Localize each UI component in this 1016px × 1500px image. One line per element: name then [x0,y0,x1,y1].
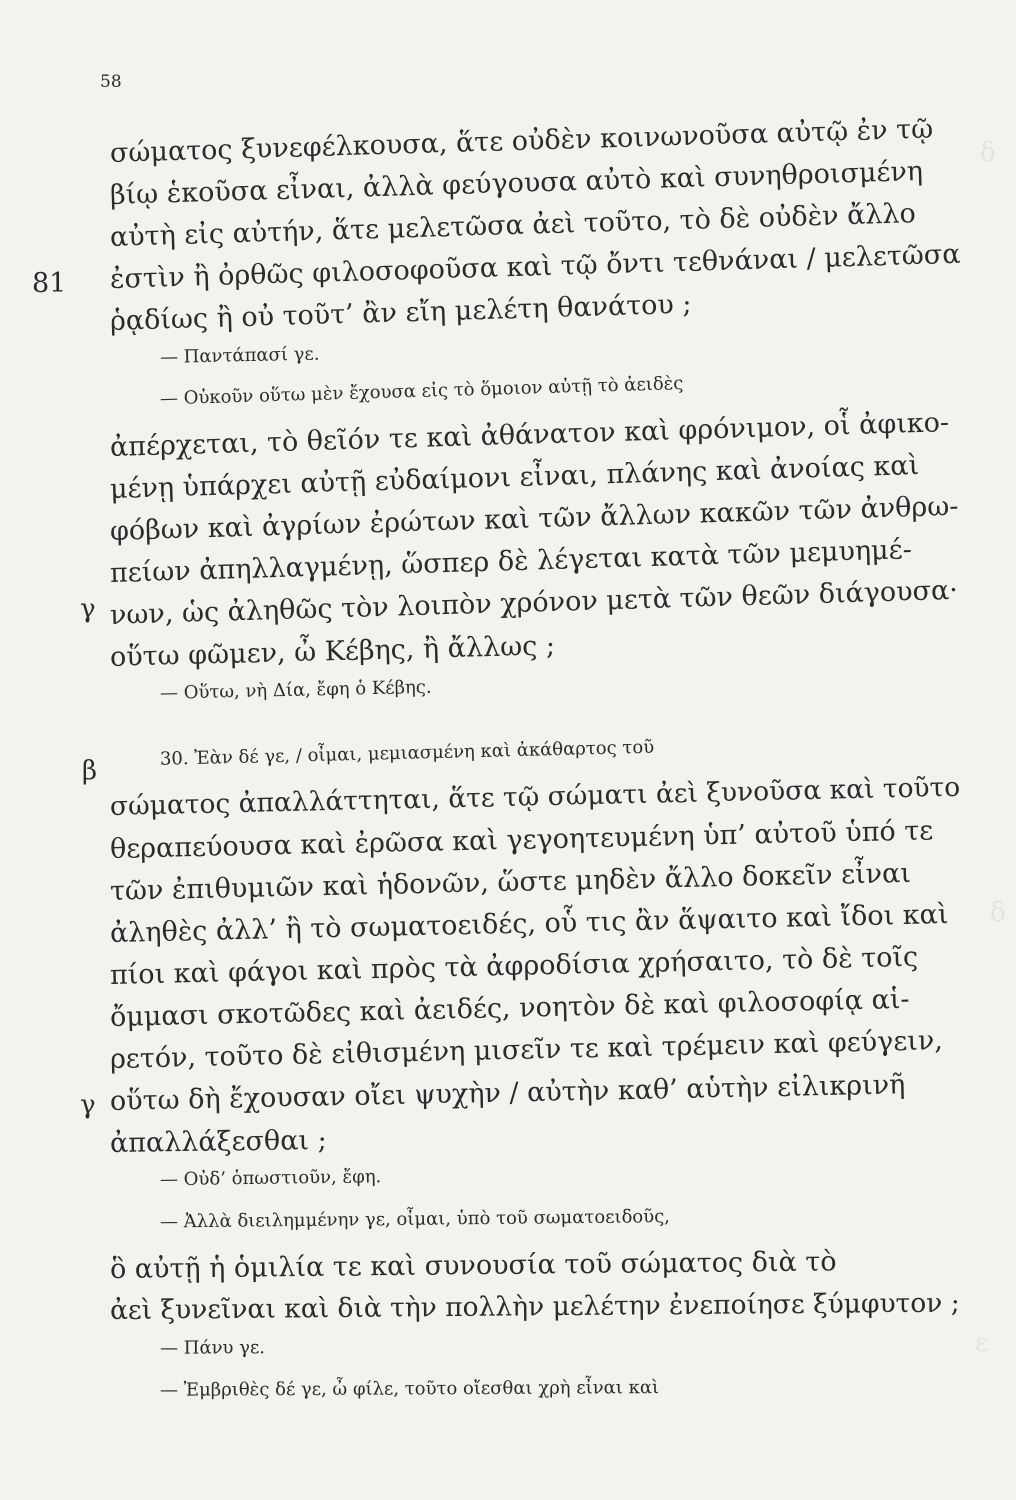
text-line: ἀπέρχεται, τὸ θεῖόν τε καὶ ἀθάνατον καὶ φρόνιμον, οἷ ἀφικο- [109,407,950,463]
text-line: — Οὕτω, νὴ Δία, ἔφη ὁ Κέβης. [159,676,432,704]
text-line: θεραπεύουσα καὶ ἐρῶσα καὶ γεγοητευμένη ὑπ’ αὐτοῦ ὑπό τε [109,815,934,865]
text-line: ἐστὶν ἢ ὀρθῶς φιλοσοφοῦσα καὶ τῷ ὄντι τεθνάναι / μελετῶσα [109,238,961,295]
text-line: ὃ αὐτῇ ἡ ὁμιλία τε καὶ συνουσία τοῦ σώματος διὰ τὸ [109,1246,837,1285]
text-line: 30. Ἐὰν δέ γε, / οἶμαι, μεμιασμένη καὶ ἀκάθαρτος τοῦ [159,736,655,770]
text-line: ἀεὶ ξυνεῖναι καὶ διὰ τὴν πολλὴν μελέτην ἐνεποίησε ξύμφυτον ; [109,1287,960,1326]
text-line: νων, ὡς ἀληθῶς τὸν λοιπὸν χρόνον μετὰ τῶν θεῶν διάγουσα· [109,574,959,631]
text-line: ἀληθὲς ἀλλ’ ἢ τὸ σωματοειδές, οὗ τις ἂν ἅψαιτο καὶ ἴδοι καὶ [109,898,949,949]
text-line: οὕτω δὴ ἔχουσαν οἴει ψυχὴν / αὐτὴν καθ’ αὑτὴν εἰλικρινῆ [109,1069,906,1117]
text-line: — Ἐμβριθὲς δέ γε, ὦ φίλε, τοῦτο οἴεσθαι χρὴ εἶναι καὶ [159,1377,660,1401]
text-line: σώματος ἀπαλλάττηται, ἅτε τῷ σώματι ἀεὶ ξυνοῦσα καὶ τοῦτο [109,771,961,822]
text-line: πείων ἀπηλλαγμένῃ, ὥσπερ δὲ λέγεται κατὰ τῶν μεμυημέ- [109,534,913,589]
text-line: ὄμμασι σκοτῶδες καὶ ἀειδές, νοητὸν δὲ καὶ φιλοσοφίᾳ αἱ- [109,983,910,1033]
bleed-through-text: δ [990,898,1006,928]
text-line: φόβων καὶ ἀγρίων ἐρώτων καὶ τῶν ἄλλων κακῶν τῶν ἀνθρω- [109,490,959,547]
page-number: 58 [100,72,122,92]
text-line: τῶν ἐπιθυμιῶν καὶ ἡδονῶν, ὥστε μηδὲν ἄλλο δοκεῖν εἶναι [109,857,912,907]
bleed-through-text: δ [980,138,996,168]
text-line: οὕτω φῶμεν, ὦ Κέβης, ἢ ἄλλως ; [109,630,556,673]
text-line: — Οὐδ’ ὁπωστιοῦν, ἔφη. [159,1166,382,1191]
text-line: ρετόν, τοῦτο δὲ εἰθισμένη μισεῖν τε καὶ τρέμειν καὶ φεύγειν, [109,1025,944,1075]
text-line: σώματος ξυνεφέλκουσα, ἅτε οὐδὲν κοινωνοῦσα αὐτῷ ἐν τῷ [109,113,934,169]
text-line: — Παντάπασί γε. [159,343,320,368]
section-number-81: 81 [32,268,67,299]
stephanus-marker-beta: β [82,756,98,786]
text-line: — Ἀλλὰ διειλημμένην γε, οἶμαι, ὑπὸ τοῦ σωματοειδοῦς, [159,1206,671,1233]
stephanus-marker-gamma: γ [80,594,96,624]
text-line: μένῃ ὑπάρχει αὐτῇ εὐδαίμονι εἶναι, πλάνης καὶ ἀνοίας καὶ [109,449,920,505]
text-line: ῥᾳδίως ἢ οὐ τοῦτ’ ἂν εἴη μελέτη θανάτου ; [109,288,692,337]
text-line: πίοι καὶ φάγοι καὶ πρὸς τὰ ἀφροδίσια χρήσαιτο, τὸ δὲ τοῖς [109,941,919,991]
stephanus-marker-gamma: γ [80,1090,96,1120]
bleed-through-text: ε [975,1328,989,1358]
text-line: — Οὐκοῦν οὕτω μὲν ἔχουσα εἰς τὸ ὅμοιον αὐτῇ τὸ ἀειδὲς [159,372,684,410]
text-line: βίῳ ἑκοῦσα εἶναι, ἀλλὰ φεύγουσα αὐτὸ καὶ συνηθροισμένη [109,155,924,211]
text-line: αὐτὴ εἰς αὐτήν, ἅτε μελετῶσα ἀεὶ τοῦτο, τὸ δὲ οὐδὲν ἄλλο [109,198,917,253]
text-line: — Πάνυ γε. [159,1337,266,1359]
text-line: ἀπαλλάξεσθαι ; [109,1124,327,1159]
